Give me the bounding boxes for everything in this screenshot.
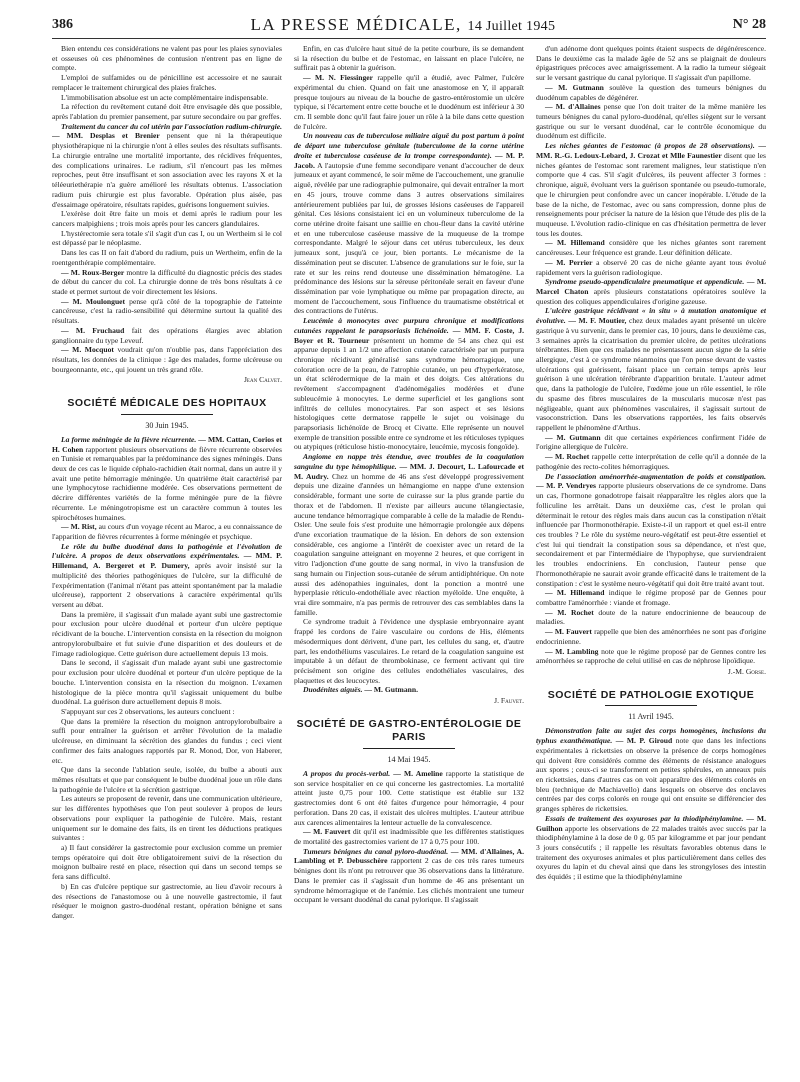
paragraph [52,122,282,209]
communication-title: L'ulcère gastrique récidivant « in situ » à mutation anatomique et évolutive. [536,306,766,326]
paragraph-body: après plusieurs constatations opératoires soulève la question des coliques appendiculaires d'origine gazeuse. [536,286,766,306]
author-names: — MM. F. Coste, J. Boyer et R. Tourneur [294,325,524,345]
communication-title: De l'association aménorrhée-augmentation de poids et constipation. [545,471,766,481]
section-heading: SOCIÉTÉ DE GASTRO-ENTÉROLOGIE DE PARIS [296,717,522,744]
paragraph-body: dit qu'il est inadmissible que les différentes statistiques de mortalité des gastrectomies varient de 17 à 0,75 pour 100. [294,827,524,847]
author-names: — M. Perrier [545,257,593,267]
paragraph-body: pensent que ni la thérapeutique physiothérapique ni la chirurgie n'ont à elles seules des résultats suffisants. La chirurgie entraîne une mortalité importante, des récidives fréquentes, des complications urinaires. Le radium, s'il n'encourt pas les mêmes reproches, peut être insuffisant et son association avec les rayons X et la téléeuriethérapie n'a guère amélioré les résultats obtenus. L'association radium puis chirurgie est plus favorable. Opération plus aisée, pas d'essaimage opératoire, résultats rapides, guérisons longuement suivies. [52,131,282,209]
section-date: 11 Avril 1945. [628,712,674,722]
communication-title: Angiome en nappe très étendue, avec troubles de la coagulation sanguine du type hémophilique. [294,452,524,471]
author-names: — M. P. Jacob. [294,150,524,170]
author-names: — MM. Cattan, Corios et H. Cohen [52,434,282,454]
communication-title: La forme méningée de la fièvre récurrente. [61,434,197,444]
paragraph [52,268,282,297]
paragraph [536,433,766,452]
paragraph [294,769,524,827]
paragraph [52,522,282,541]
journal-title [251,15,556,35]
communication-title: Essais de traitement des oxyuroses par la thiodiphénylamine. [545,813,744,823]
paragraph-body: rappelle cette interprétation de celle qu'il a donnée de la pathogénie des recto-colites hémorragiques. [536,452,766,471]
paragraph-body: soulève la question des tumeurs bénignes du duodénum capables de dégénérer. [536,82,766,102]
paragraph-body: rapportent plusieurs observations de fièvre récurrente observées en Tunisie et remarquables par la prédominance des signes méningés. Dans deux de ces cas le liquide céphalo-rachidien était normal, dans un autre il y avait une petite hémorragie méningée. Un quatrième était caractérisé par une lymphocytose rachidienne modérée. Ces observations permettent de décrire différentes variétés de la forme méningée pure de la fièvre récurrente. Le méningotropisme est un caractère commun à toutes les spirochétoses humaines. [52,444,282,522]
paragraph: L'immobilisation absolue est un acte complémentaire indispensable. [61,92,268,102]
paragraph [536,141,766,238]
author-names: — M. Hillemand [545,238,605,248]
author-names: — M. Roux-Berger [61,267,125,277]
paragraph: Enfin, en cas d'ulcère haut situé de la petite courbure, ils se demandent si la résection du bulbe et de l'estomac, en laissant en place l'ulcère, ne suffirait pas à obtenir la guérison. [294,44,524,73]
author-names: — M. Moulonguet [61,296,126,306]
issue-date: 14 Juillet 1945 [467,19,556,34]
paragraph: Dans la première, il s'agissait d'un malade ayant subi une gastrectomie pour exclusion pour ulcère duodénal et porteur d'un ulcère peptique récidivant de la bouche. L'intervention consista en la résection du moignon antropylorobulbaire et fut suivie d'une disparition et des douleurs et de l'image radiologique. Cette guérison dure actuellement depuis 13 mois. [52,609,282,658]
section-date: 14 Mai 1945. [387,754,431,764]
column-2 [294,44,524,1076]
author-names: — M. Lambling [545,646,599,656]
signature: J. Fauvet. [494,696,524,706]
paragraph [52,435,282,522]
author-names: — MM. J. Decourt, L. Lafourcade et M. Audry. [294,461,524,481]
paragraph: Les auteurs se proposent de revenir, dans une communication ultérieure, sur les différentes hypothèses que l'on peut soulever à propos de leurs observations pour expliquer la pathogénie de l'ulcère. Mais, restant uniquement sur le domaine des faits, ils en tirent les déductions pratiques suivantes : [52,794,282,843]
paragraph-body: doute de la nature endocrinienne de beaucoup de maladies. [536,607,766,627]
paragraph [536,726,766,813]
paragraph-body: fait des opérations élargies avec ablation ganglionnaire du type Leveuf. [52,325,282,345]
author-names: — MM. d'Allaines, A. Lambling et P. Debusschère [294,846,524,866]
author-names: — M. F. Moutier, [565,316,627,326]
paragraph-body: a observé 20 cas de niche géante ayant tous évolué rapidement vers la guérison radiologique. [536,257,766,277]
paragraph [52,542,282,610]
paragraph [536,277,766,306]
paragraph [52,297,282,326]
paragraph [294,452,524,617]
paragraph: b) En cas d'ulcère peptique sur gastrectomie, au lieu d'avoir recours à des résections de l'anastomose ou à une nouvelle gastrectomie, il faut réséquer le moignon gastro-duodénal restant, opération bénigne et sans danger. [52,881,282,921]
column-1 [52,44,282,1076]
author-names: — M. Gutmann [545,82,604,92]
paragraph-body: rapporte la statistique de son service hospitalier en ce qui concerne les gastrectomies. La mortalité atteint juste 0,75 pour 100. Cette statistique est établie sur 132 gastrectomies dont 6 ont été faites d'urgence pour hémorragie, 4 pour perforation. Dans 20 cas, il existait des ulcères multiples. L'auteur attribue aux carences alimentaires la lenteur actuelle de la convalescence. [294,768,524,827]
author-names: — M. N. Fiessinger [303,73,374,83]
paragraph [536,814,766,882]
communication-title: Syndrome pseudo-appendiculaire pneumatique et appendicule. [545,277,745,287]
paragraph-body: A l'autopsie d'une femme secondipare venant d'accoucher de deux jumeaux et ayant commencé, le soir même de l'accouchement, une granulie aiguë, révélée par une radiographie pulmonaire, qui devait entraîner la mort en 45 jours, trouve comme dans 3 autres observations similaires antérieurement publiées par lui, de grosses lésions caséeuses de l'appareil génital. Ces lésions consistaient ici en un volumineux tuberculome de la corne utérine droite faisant une saillie en chou-fleur dans la cavité utérine et en une tuberculose caséeuse massive de la muqueuse de la trompe correspondante. Malgré le séjour dans cet utérus tuberculeux, les deux jumeaux sont, jusqu'à ce jour, bien portants. Le mécanisme de la dissémination peut se discuter. L'absence de granulations sur le foie, sur la rate et sur les reins rend douteuse une dissémination hématogène. La prédominance des lésions sur la séreuse péritonéale serait en faveur d'une dissémination par voie lymphatique ou même par propagation directe, au moment de l'accouchement, sous l'influence du traumatisme obstétrical et des contractions de l'utérus. [294,160,524,316]
paragraph [536,102,766,141]
author-names: — M. Rist, [61,522,97,532]
section-rule [363,748,455,749]
paragraph [536,258,766,277]
paragraph-body: après avoir insisté sur la multiplicité des théories pathogéniques de l'ulcère, sur la difficulté de l'expérimentation (l'animal n'étant pas atteint spontanément par la maladie ulcéreuse), rapportent 2 observations à caractère expérimental qu'ils versent au débat. [52,561,282,610]
issue-number: N° 28 [732,17,766,32]
signature: Jean Calvet. [243,375,282,385]
paragraph: S'appuyant sur ces 2 observations, les auteurs concluent : [61,706,235,716]
author-names: — M. Guilhon [536,813,766,833]
author-names: — M. Fauvert [545,627,592,637]
paragraph-body: présentent un homme de 54 ans chez qui est apparue depuis 1 an 1/2 une affection cutanée caractérisée par un purpura chronique récidivant généralisé sans syndrome hémorragique, une coloration ocre de la peau, de l'atrophie cutanée, un peu d'hyperkératose, un état sclérodermique de la main et des doigts. Ces altérations du revêtement s'accompagnent d'adénomégalies modérées et d'une subleucémie à monocytes. Le derme superficiel et les ganglions sont infiltrés de cellules monocytaires. Par son aspect et ses lésions histologiques cette dermatose rappelle le sujet ou voisinage du parapsoriasis lichénoïde de Brocq et Civatte. Elle représente un nouvel exemple de transition possible entre ce syndrome et les réticuloses typiques ou atypiques (réticulose histio-monocytaire, leucémie, mycosis fongoïde). [294,335,524,452]
paragraph [52,326,282,345]
paragraph [294,685,524,695]
paragraph: Bien entendu ces considérations ne valent pas pour les plaies synoviales et osseuses où ces phénomènes de contusion n'entrent pas en ligne de compte. [52,44,282,73]
paragraph [536,588,766,607]
paragraph-body: rappelle que bien des aménorrhées ne sont pas d'origine endocrinienne. [536,627,766,646]
section-date: 30 Juin 1945. [145,420,189,430]
paragraph-body: considère que les niches géantes sont rarement cancéreuses. Leur fréquence est grande. Leur définition délicate. [536,238,766,258]
paragraph [536,452,766,471]
paragraph-body: note que dans les infections expérimentales à rickettsies on observe la présence de corps homogènes qui doivent être considérés comme des éléments de résistance analogues aux spores ; ceux-ci se transforment en petites sphérules, en anneaux puis en rickettsies, dans d'autres cas on voit apparaître des éléments colorés en bleu (technique de Machiavello) dans lesquels on observe des enclaves centrées par des corps colorés en rouge qui ont ensuite se différencier des granges sphères de rickettsies. [536,736,766,814]
paragraph-body: rapportent 2 cas de ces très rares tumeurs bénignes dont ils n'ont pu retrouver que 36 observations dans la littérature. Dans le premier cas il s'agissait d'un homme de 46 ans présentant un syndrome hémorragique et de l'anémie. Les clichés montraient une tumeur occupant le versant duodénal du canal pylorique. Il s'agissait [294,856,524,905]
page-header [52,12,766,39]
paragraph [536,306,766,432]
section-rule [605,705,697,706]
author-names: — M. Mocquot [61,345,114,355]
author-names: — MM. Desplas et Brenier [52,131,160,141]
author-names: — M. P. Vendryes [536,481,596,491]
communication-title: Duodénites aiguës. [303,685,363,695]
paragraph: Ce syndrome traduit à l'évidence une dysplasie embryonnaire ayant frappé les cordons de l'aire vasculaire ou cordons de His, éléments mésodermiques dont dérivent, d'une part, les cellules du sang, et, d'autre part, les endothéliums vasculaires. Le retard de la coagulation sanguine est imputable à un défaut de thrombokinase, ce ferment activant qui tire précisément son origine des cellules endothéliales vasculaires, des plaquettes et des leucocytes. [294,617,524,685]
paragraph-body: dit que certaines expériences confirment l'idée de l'origine allergique de l'ulcère. [536,432,766,452]
column-3 [536,44,766,1076]
paragraph [52,345,282,374]
paragraph: a) Il faut considérer la gastrectomie pour exclusion comme un premier temps opératoire qui doit être obligatoirement suivi de la résection du moignon bulbaire resté en place, résection qui dans un second temps se fera sans difficulté. [52,843,282,882]
author-names: — M. Gutmann. [362,685,418,695]
author-names: — M. Rochet [545,452,590,462]
author-names: — M. Hillemand [545,588,605,598]
communication-title: Traitement du cancer du col utérin par l'association radium-chirurgie. [61,121,282,131]
paragraph [294,316,524,452]
author-names: — M. P. Giroud [612,736,673,746]
communication-title: Un nouveau cas de tuberculose miliaire aiguë du post partum à point de départ une tuberculose génitale (tuberculome de la corne utérine droite et tuberculose caséeuse de la trompe correspondante). [294,131,524,160]
paragraph-body: rappelle qu'il a étudié, avec Palmer, l'ulcère expérimental du chien. Quand on fait une anastomose en Y, il apparaît presque toujours au niveau de la bouche de gastro-entérostomie un ulcère typique, si l'écartement entre cette bouche et le duodénum est inférieur à 30 cm. Il semble donc qu'il faut faire jouer un rôle à la bile dans cette question de l'ulcère. [294,73,524,131]
paragraph [536,238,766,257]
communication-title: Le rôle du bulbe duodénal dans la pathogénie et l'évolution de l'ulcère. A propos de deux observations expérimentales. [52,541,282,561]
communication-title: Les niches géantes de l'estomac (à propos de 28 observations). [545,141,755,151]
paragraph [536,627,766,646]
author-names: — M. Gutmann [545,432,601,442]
author-names: — M. Rochet [545,607,594,617]
paragraph-body: montre la difficulté du diagnostic précis des stades de début du cancer du col. La chirurgie donne de très bons résultats à ce stade et permet surtout de voir directement les lésions. [52,267,282,296]
communication-title: A propos du procès-verbal. [303,768,391,778]
paragraph [536,83,766,102]
paragraph: L'exérèse doit être faite un mois et demi après le radium pour les cancers malpighiens ; trois mois après pour les cancers glandulaires. [52,209,282,228]
paragraph [536,472,766,589]
paragraph-body: chez deux malades ayant présenté un ulcère gastrique à vu survenir, dans le premier cas, 10 jours, dans le deuxième cas, 3 semaines après la cicatrisation du premier ulcère, de petites ulcérations térébrantes. Bien que ces malades ne présentassent aucun signe de la série allergique, c'est à ce syndrome néanmoins que l'on pense devant de vastes ulcérations qui guérissent, faisant place un certain temps après leur guérison à une ulcération térébrante d'apparition brutale. L'auteur admet que, dans la pathologie de l'ulcère, l'œdème joue un rôle essentiel, le rôle du spasme des fibres musculaires de la muscularis mucosæ n'est pas négligeable, quant aux phénomènes vasculaires, il s'agissait surtout de vasoconstriction. Dans les observations rapportées, les faits observés rappellent le phénomène d'Arthus. [536,316,766,433]
paragraph-body: pense que l'on doit traiter de la même manière les tumeurs bénignes du canal pyloro-duodénal, qu'elles siègent sur le versant gastrique ou sur le versant duodénal, car le contrôle économique du duodénum est difficile. [536,102,766,141]
paragraph-body: apporte les observations de 22 malades traités avec succès par la thiodiphénylamine à la dose de 0 g. 05 par kilogramme et par jour pendant 3 jours consécutifs ; il rappelle les résultats favorables obtenus dans le traitement des oxyuroses animales et plus particulièrement dans celles des oxyures du lapin et du cheval ainsi que dans les strongyloses des intestin des équidés ; il estime que la thiodiphénylamine [536,823,766,882]
communication-title: Démonstration faite au sujet des corps homogènes, inclusions du typhus exanthématique. [536,726,766,746]
author-names: — M. d'Allaines [545,102,601,112]
paragraph [294,131,524,316]
paragraph: Dans les cas II on fait d'abord du radium, puis un Wertheim, enfin de la roentgenthérapie complémentaire. [52,248,282,267]
paragraph-body: au cours d'un voyage récent au Maroc, a eu connaissance de l'apparition de fièvres récurrentes à forme méningée et psychique. [52,522,282,542]
author-names: — MM. P. Hillemand, A. Bergeret et P. Dumery, [52,551,282,571]
paragraph: Dans le second, il s'agissait d'un malade ayant subi une gastrectomie pour exclusion pour ulcère duodénal et porteur d'un ulcère peptique de la bouche. L'intervention consista en la résection du moignon. L'examen histologique de la pièce montra qu'il s'agissait uniquement du bulbe duodénal. La guérison dure actuellement depuis 8 mois. [52,658,282,707]
section-rule [121,414,213,415]
communication-title: Leucémie à monocytes avec purpura chronique et modifications cutanées rappelant le parapsoriasis lichénoïde. [294,316,524,335]
text-columns [52,44,766,1076]
paragraph [294,847,524,905]
paragraph [294,73,524,131]
author-names: — MM. R.-G. Ledoux-Lebard, J. Crozat et Mlle Faunestier [536,141,766,160]
section-heading: SOCIÉTÉ DE PATHOLOGIE EXOTIQUE [547,688,755,701]
page-number: 386 [52,17,73,32]
author-names: — M. Fruchaud [61,325,125,335]
paragraph-body: pense qu'à côté de la topographie de l'atteinte cancéreuse, c'est la radio-sensibilité qui détermine surtout la qualité des résultats. [52,296,282,326]
paragraph: d'un adénome dont quelques points étaient suspects de dégénérescence. Dans le deuxième cas la malade âgée de 52 ans se plaignait de douleurs épigastriques précoces avec amaigrissement. A la radio la tumeur siégeait sur le versant gastrique du canal pylorique. Il s'agissait d'un papillome. [536,44,766,83]
paragraph: La réfection du revêtement cutané doit être envisagée dès que possible, après l'ablation du premier pansement, par suture secondaire ou par greffes. [52,102,282,122]
communication-title: Tumeurs bénignes du canal pyloro-duodénal. [303,846,449,856]
paragraph [536,647,766,666]
signature: J.-M. Gorse. [727,667,766,676]
paragraph-body: disent que les niches géantes de l'estomac sont rarement malignes, leur statistique n'en comporte que 4 cas. S'il s'agit d'ulcères, ils peuvent affecter 3 formes : chronique, aiguë, évoluant vers la guérison spontanée ou pseudo-tumorale, que le chirurgien peut confondre avec un cancer inopérable. L'étude de la base de la niche, de l'estomac, avec ou sans compression, donne plus de renseignements pour préciser la nature de la lésion que l'étude des plis de la muqueuse. L'évolution radio-clinique en cas d'hésitation permettra de lever tous les doutes. [536,150,766,238]
paragraph-body: indique le régime proposé par de Gennes pour combattre l'aménorrhée : viande et fromage. [536,588,766,607]
paragraph: Que dans la seconde l'ablation seule, isolée, du bulbe a abouti aux mêmes résultats et que par conséquent le bulbe duodénal joue un rôle dans la pathogénie de l'ulcère et la sécrétion gastrique. [52,765,282,794]
author-names: — M. Ameline [390,768,443,778]
author-names: — M. Marcel Chaton [536,277,766,296]
paragraph-body: rapporte plusieurs observations de ce syndrome. Dans un cas, l'hormone gonadotrope faisait réapparaître les règles alors que la folliculine les arrêtait. Dans un deuxième cas, c'est le prolan qui déterminait le retour des règles mais dans aucun cas la constipation n'était influencée par l'hormonothérapie. Existe-t-il un rapport et quel est-il entre ces troubles ? Le rôle du système neuro-végétatif est peut-être essentiel et c'est lui qui tiendrait la constipation sous sa dépendance, et n'est que, secondairement et par l'intermédiaire de l'hypophyse, que surviendraient les troubles endocriniens. En conclusion, l'auteur pense que l'hormonothérapie ne saurait avoir grande efficacité dans le traitement de la constipation : c'est le système neuro-végétatif qui doit être traité avant tout. [536,481,766,588]
paragraph-body: note que le régime proposé par de Gennes contre les aménorrhées se rapproche de celui utilisé en cas de néphrose lipoïdique. [536,646,766,666]
journal-name: LA PRESSE MÉDICALE, [250,15,462,34]
paragraph [536,608,766,627]
paragraph: L'hystérectomie sera totale s'il s'agit d'un cas I, ou un Wertheim si le col est dépassé par le néoplasme. [52,228,282,248]
paragraph: L'emploi de sulfamides ou de pénicilline est accessoire et ne saurait remplacer le traitement chirurgical des plaies fraîches. [52,73,282,92]
section-heading: SOCIÉTÉ MÉDICALE DES HOPITAUX [67,397,267,410]
paragraph [294,827,524,846]
paragraph-body: Chez un homme de 46 ans s'est développé progressivement depuis une dizaine d'années un hémangiome en nappe d'une extension considérable, formant une sorte de cuirasse sur la plus grande partie du thorax et de l'abdomen. Il n'existe par ailleurs aucune télangiectasie, aucune tendance hémorragique comparable à celle de la maladie de Rendu-Osler. Une seule fois s'est produite une hémorragie prolongée aux dépens d'une excoriation traumatique de la lésion. En dehors de son extension considérable, ces angiome a l'intérêt de coexister avec un retard de la coagulation sanguine atteignant en moyenne 2 heures, et que corrigent in vitro l'adjonction d'une goutte de sang normal, in vivo la transfusion de sang humain ou l'injection sous-cutanée de sérum antidiphtérique. On note aussi des adénopathies inguinales, dont la ponction a montré une hyperplasie réticulo-endothéliale avec réaction myéloïde. Une enquête, à vrai dire sommaire, n'a pas permis de retrouver des cas semblables dans la famille. [294,471,524,617]
paragraph: Que dans la première la résection du moignon antropylorobulbaire a suffi pour entraîner la guérison et arrêter l'évolution de la maladie ulcéreuse, en diminuant la sécrétion des glandes du fundus ; ceci vient confirmer des faits analogues rapportés par R. Monod, Dor, von Haberer, etc. [52,716,282,765]
author-names: — M. Fauvert [303,827,351,837]
paragraph-body: voudrait qu'on n'oublie pas, dans l'appréciation des résultats, les données de la clinique : âge des malades, forme ulcéreuse ou bourgeonnante, etc., qui jouent un très grand rôle. [52,345,282,374]
